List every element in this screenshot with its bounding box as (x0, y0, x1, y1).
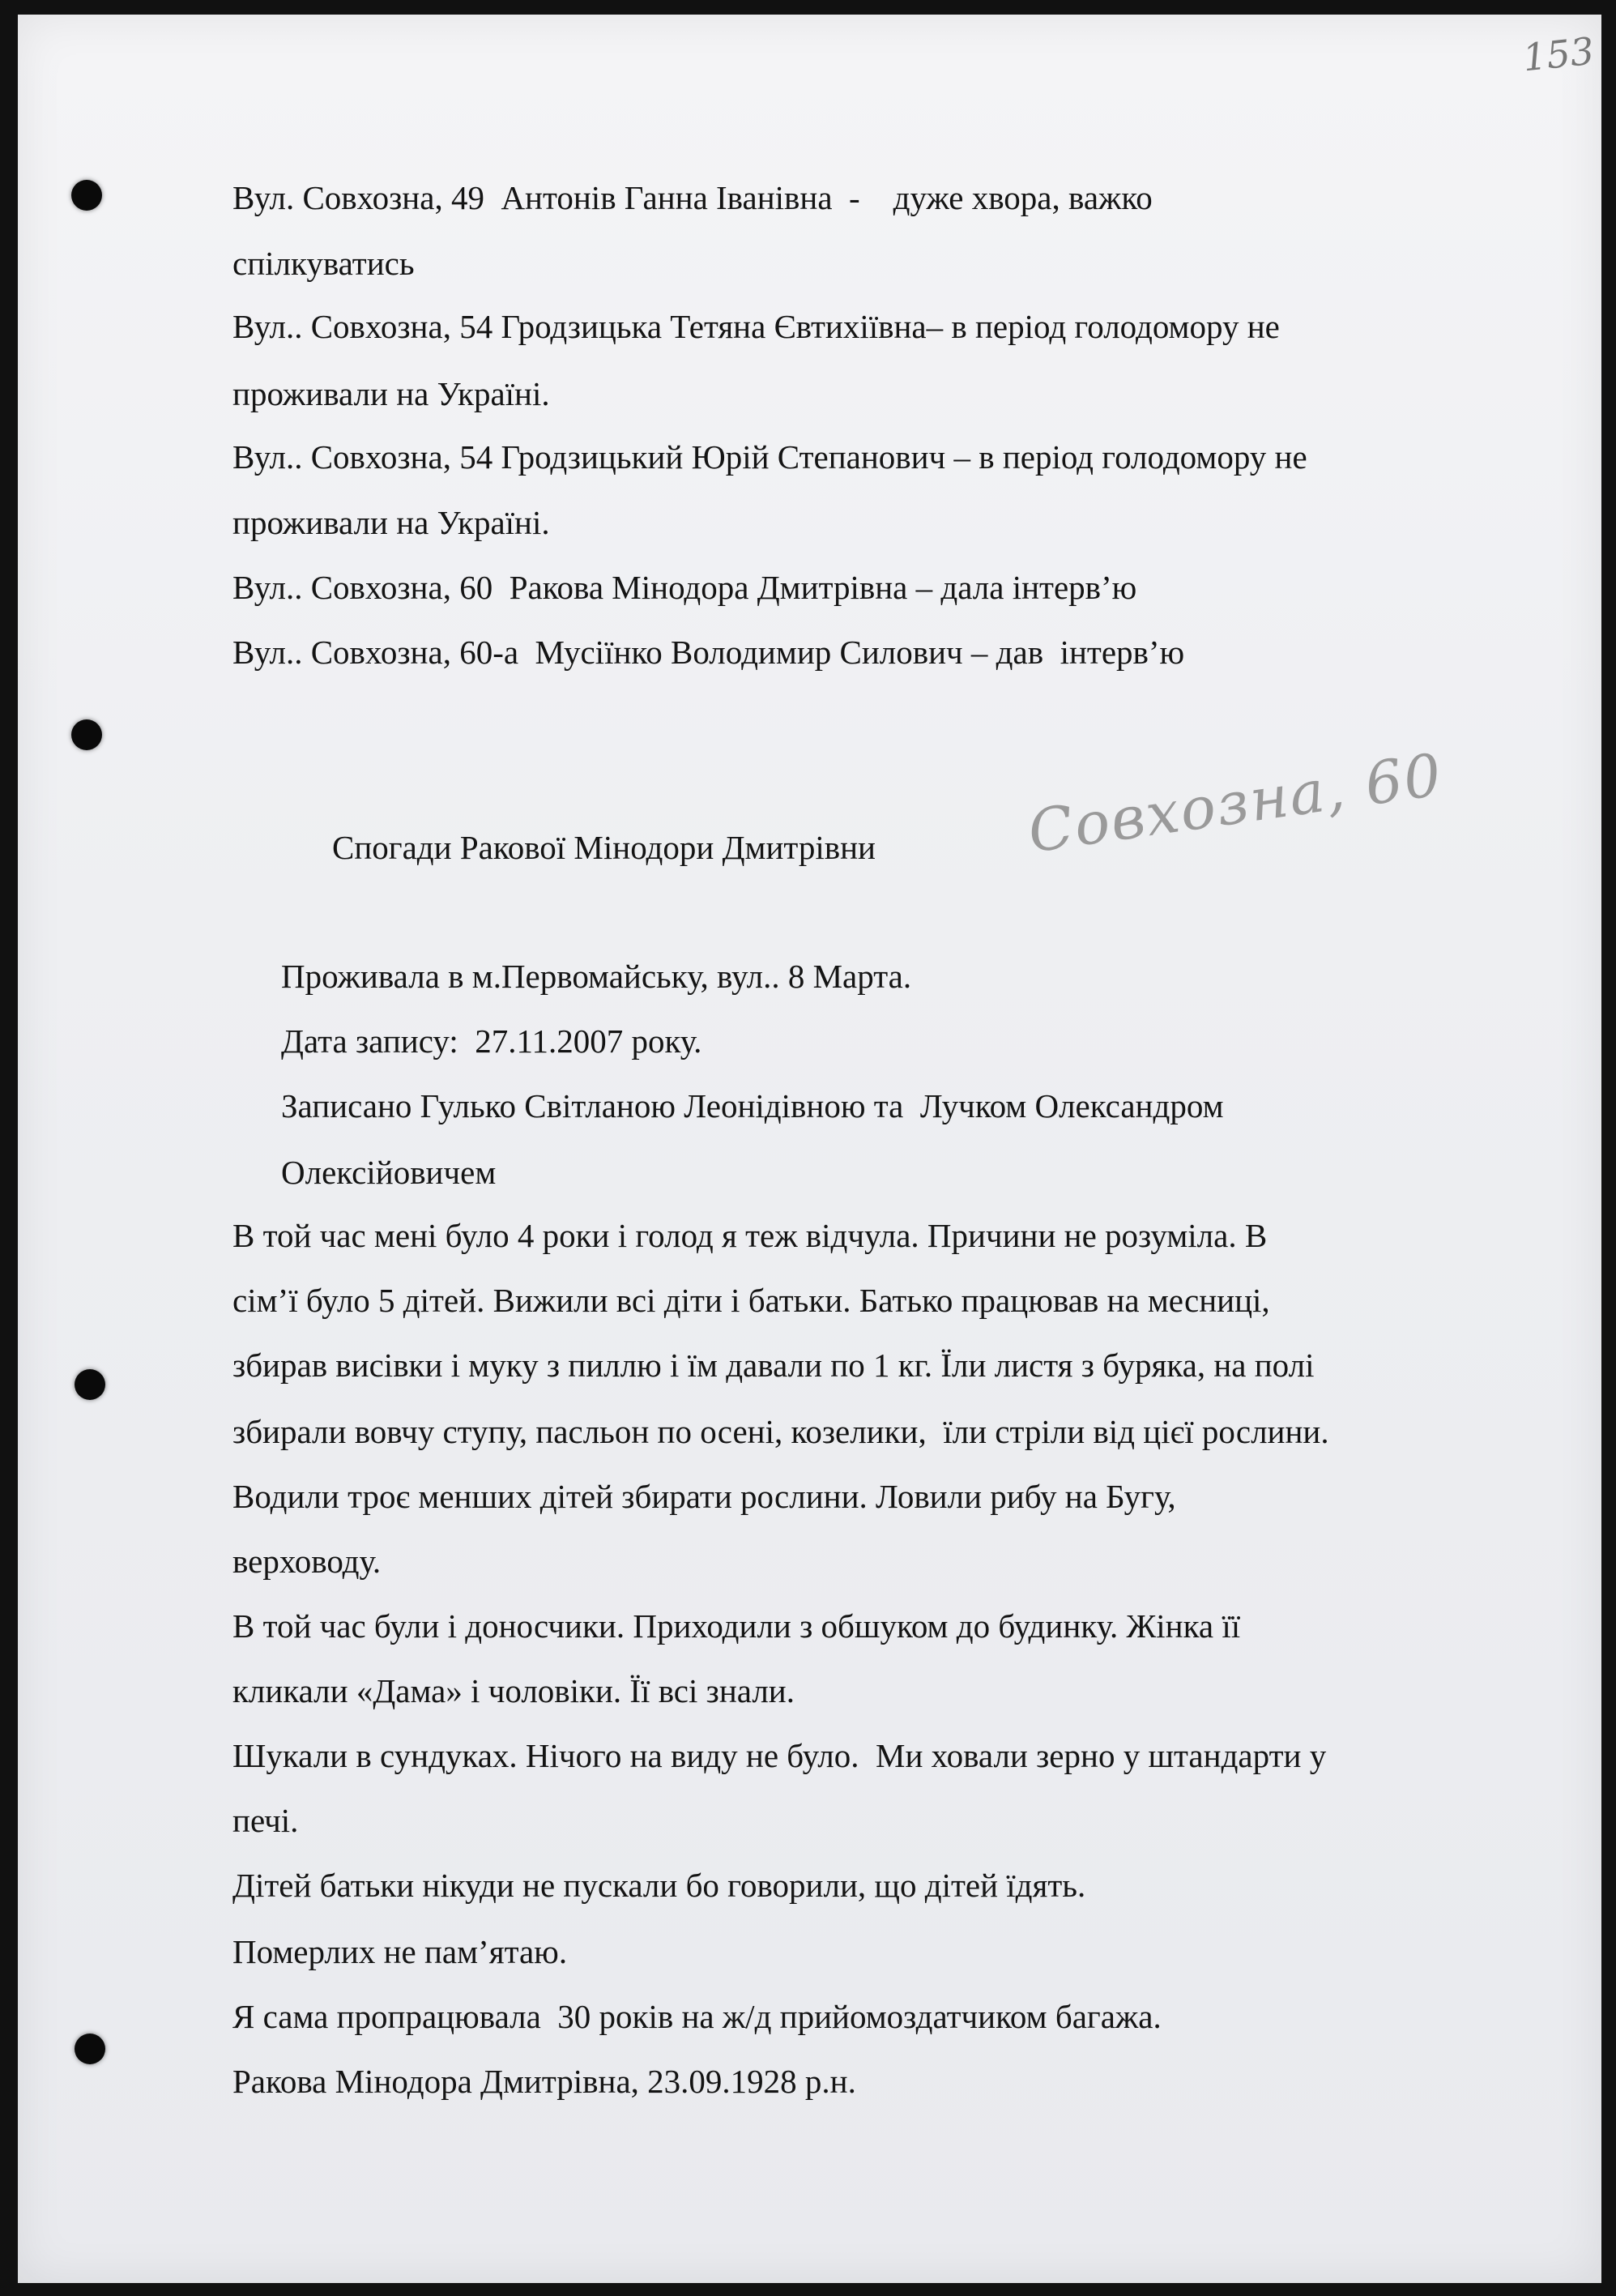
body-line: збирали вовчу ступу, пасльон по осені, козелики, їли стріли від цієї рослини. (232, 1413, 1329, 1450)
meta-line: Проживала в м.Первомайську, вул.. 8 Марта. (281, 958, 912, 995)
address-line: Вул.. Совхозна, 54 Гродзицький Юрій Степанович – в період голодомору не (232, 438, 1307, 476)
body-line: Водили троє менших дітей збирати рослини. Ловили рибу на Бугу, (232, 1478, 1176, 1515)
page-number-handwritten: 153 (1520, 28, 1597, 80)
address-line: Вул. Совхозна, 49 Антонів Ганна Іванівна - дуже хвора, важко (232, 179, 1153, 216)
meta-line: Дата запису: 27.11.2007 року. (281, 1022, 702, 1060)
body-line: В той час мені було 4 роки і голод я теж відчула. Причини не розуміла. В (232, 1217, 1268, 1254)
body-line: Дітей батьки нікуди не пускали бо говорили, що дітей їдять. (232, 1867, 1086, 1904)
handwritten-address-note: Совхозна, 60 (1024, 740, 1448, 866)
memoir-heading: Спогади Ракової Мінодори Дмитрівни (332, 829, 876, 866)
address-line: спілкуватись (232, 245, 415, 282)
address-line: Вул.. Совхозна, 54 Гродзицька Тетяна Євтихіївна– в період голодомору не (232, 308, 1280, 345)
punch-hole-2 (71, 719, 102, 750)
address-line: проживали на Україні. (232, 375, 550, 412)
body-line: сім’ї було 5 дітей. Вижили всі діти і батьки. Батько працював на месниці, (232, 1282, 1270, 1319)
body-line: Ракова Мінодора Дмитрівна, 23.09.1928 р.н. (232, 2063, 856, 2100)
body-line: верховоду. (232, 1543, 382, 1580)
body-line: Я сама пропрацювала 30 років на ж/д прийомоздатчиком багажа. (232, 1998, 1162, 2035)
address-line: проживали на Україні. (232, 504, 550, 541)
punch-hole-1 (71, 180, 102, 211)
meta-line: Записано Гулько Світланою Леонідівною та Лучком Олександром (281, 1087, 1224, 1125)
punch-hole-3 (75, 1369, 105, 1400)
meta-line: Олексійовичем (281, 1154, 497, 1191)
body-line: кликали «Дама» і чоловіки. Її всі знали. (232, 1672, 795, 1709)
address-line: Вул.. Совхозна, 60 Ракова Мінодора Дмитрівна – дала інтерв’ю (232, 569, 1137, 606)
body-line: Померлих не пам’ятаю. (232, 1933, 568, 1970)
body-line: печі. (232, 1802, 299, 1839)
body-line: В той час були і доносчики. Приходили з обшуком до будинку. Жінка її (232, 1607, 1241, 1645)
body-line: Шукали в сундуках. Нічого на виду не було. Ми ховали зерно у штандарти у (232, 1737, 1327, 1774)
punch-hole-4 (75, 2034, 105, 2064)
address-line: Вул.. Совхозна, 60-а Мусіїнко Володимир Силович – дав інтерв’ю (232, 634, 1185, 671)
body-line: збирав висівки і муку з пиллю і їм давали по 1 кг. Їли листя з буряка, на полі (232, 1346, 1315, 1384)
